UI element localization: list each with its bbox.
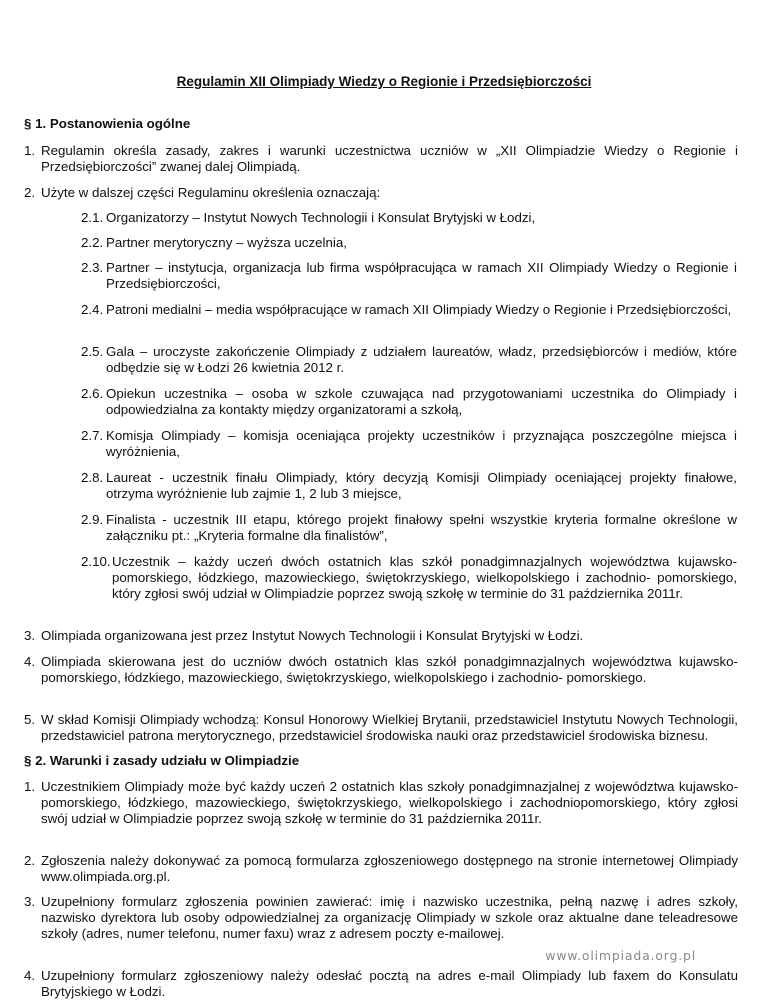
list-item	[24, 628, 738, 644]
item-text: Olimpiada skierowana jest do uczniów dwóch ostatnich klas szkół ponadgimnazjalnych województwa kujawsko-pomorskiego, łódzkiego, mazowieckiego, świętokrzyskiego, wielkopolskiego i zachodnio- pomorskiego.	[41, 654, 738, 685]
item-number: 2.	[24, 185, 36, 200]
sub-item-number: 2.4.	[81, 302, 104, 317]
sub-item	[81, 554, 737, 602]
list-item	[24, 143, 738, 175]
sub-item-text: Finalista - uczestnik III etapu, którego projekt finałowy spełni wszystkie kryteria formalne określone w załączniku pt.: „Kryteria formalne dla finalistów”,	[106, 512, 737, 543]
sub-item-number: 2.6.	[81, 386, 104, 401]
sub-item	[81, 344, 737, 376]
sub-item-text: Laureat - uczestnik finału Olimpiady, który decyzją Komisji Olimpiady oceniającej projekty finałowe, otrzyma wyróżnienie lub zajmie 1, 2 lub 3 miejsce,	[106, 470, 737, 501]
item-number: 3.	[24, 894, 36, 909]
sub-item-text: Partner – instytucja, organizacja lub firma współpracująca w ramach XII Olimpiady Wiedzy o Regionie i Przedsiębiorczości,	[106, 260, 737, 291]
item-number: 4.	[24, 654, 36, 669]
item-text: Uzupełniony formularz zgłoszenia powinien zawierać: imię i nazwisko uczestnika, pełną nazwę i adres szkoły, nazwisko dyrektora lub osoby odpowiedzialnej za organizację Olimpiady w szkole oraz aktualne dane teleadresowe szkoły (adres, numer telefonu, numer faxu) wraz z adresem poczty e-mailowej.	[41, 894, 738, 941]
sub-item	[81, 470, 737, 502]
sub-item	[81, 386, 737, 418]
sub-item	[81, 260, 737, 292]
list-item	[24, 712, 738, 744]
sub-item-text: Partner merytoryczny – wyższa uczelnia,	[106, 235, 347, 250]
sub-item-text: Opiekun uczestnika – osoba w szkole czuwająca nad przygotowaniami uczestnika do Olimpiady i odpowiedzialna za kontakty między organizatorami a szkołą,	[106, 386, 737, 417]
item-number: 4.	[24, 968, 36, 983]
list-item	[24, 894, 738, 942]
item-text: Uzupełniony formularz zgłoszeniowy należy odesłać pocztą na adres e-mail Olimpiady lub faxem do Konsulatu Brytyjskiego w Łodzi.	[41, 968, 738, 999]
sub-item	[81, 428, 737, 460]
item-text: Uczestnikiem Olimpiady może być każdy uczeń 2 ostatnich klas szkoły ponadgimnazjalnej z województwa kujawsko-pomorskiego, łódzkiego, mazowieckiego, świętokrzyskiego, wielkopolskiego i zachodniopomorskiego, który zgłosi swój udział w Olimpiadzie poprzez swoją szkołę w terminie do 31 października 2011r.	[41, 779, 738, 826]
list-item	[24, 968, 738, 1000]
sub-item	[81, 512, 737, 544]
document-title: Regulamin XII Olimpiady Wiedzy o Regionie i Przedsiębiorczości	[176, 74, 592, 89]
list-item	[24, 654, 738, 686]
sub-item-number: 2.10.	[81, 554, 111, 569]
section-2-heading: § 2. Warunki i zasady udziału w Olimpiadzie	[24, 753, 300, 768]
sub-item-text: Organizatorzy – Instytut Nowych Technologii i Konsulat Brytyjski w Łodzi,	[106, 210, 536, 225]
footer-website: www.olimpiada.org.pl	[545, 948, 696, 963]
item-number: 1.	[24, 779, 36, 794]
list-item	[24, 185, 738, 201]
sub-item-text: Patroni medialni – media współpracujące w ramach XII Olimpiady Wiedzy o Regionie i Przedsiębiorczości,	[106, 302, 732, 317]
sub-item	[81, 235, 737, 251]
list-item	[24, 853, 738, 885]
list-item	[24, 779, 738, 827]
sub-item-number: 2.9.	[81, 512, 104, 527]
sub-item-number: 2.8.	[81, 470, 104, 485]
item-number: 5.	[24, 712, 36, 727]
item-text: W skład Komisji Olimpiady wchodzą: Konsul Honorowy Wielkiej Brytanii, przedstawiciel Instytutu Nowych Technologii, przedstawiciel patrona merytorycznego, przedstawiciel środowiska nauki oraz przedstawiciel środowiska biznesu.	[41, 712, 738, 743]
sub-item-text: Uczestnik – każdy uczeń dwóch ostatnich klas szkół ponadgimnazjalnych województwa kujawsko-pomorskiego, łódzkiego, mazowieckiego, świętokrzyskiego, wielkopolskiego i zachodnio- pomorskiego, który zgłosi swój udział w Olimpiadzie poprzez swoją szkołę w terminie do 31 października 2011r.	[112, 554, 737, 601]
sub-item	[81, 302, 737, 318]
sub-item-text: Gala – uroczyste zakończenie Olimpiady z udziałem laureatów, władz, przedsiębiorców i mediów, które odbędzie się w Łodzi 26 kwietnia 2012 r.	[106, 344, 737, 375]
sub-item-number: 2.3.	[81, 260, 104, 275]
item-number: 3.	[24, 628, 36, 643]
item-text: Regulamin określa zasady, zakres i warunki uczestnictwa uczniów w „XII Olimpiadzie Wiedzy o Regionie i Przedsiębiorczości” zwanej dalej Olimpiadą.	[41, 143, 738, 174]
item-text: Zgłoszenia należy dokonywać za pomocą formularza zgłoszeniowego dostępnego na stronie internetowej Olimpiady www.olimpiada.org.pl.	[41, 853, 738, 884]
item-text: Użyte w dalszej części Regulaminu określenia oznaczają:	[41, 185, 381, 200]
sub-item-number: 2.7.	[81, 428, 104, 443]
sub-item-number: 2.2.	[81, 235, 104, 250]
sub-item	[81, 210, 737, 226]
sub-item-number: 2.5.	[81, 344, 104, 359]
section-1-heading: § 1. Postanowienia ogólne	[24, 116, 191, 131]
item-number: 2.	[24, 853, 36, 868]
sub-item-text: Komisja Olimpiady – komisja oceniająca projekty uczestników i przyznająca poszczególne miejsca i wyróżnienia,	[106, 428, 737, 459]
sub-item-number: 2.1.	[81, 210, 104, 225]
item-text: Olimpiada organizowana jest przez Instytut Nowych Technologii i Konsulat Brytyjski w Łodzi.	[41, 628, 584, 643]
item-number: 1.	[24, 143, 36, 158]
